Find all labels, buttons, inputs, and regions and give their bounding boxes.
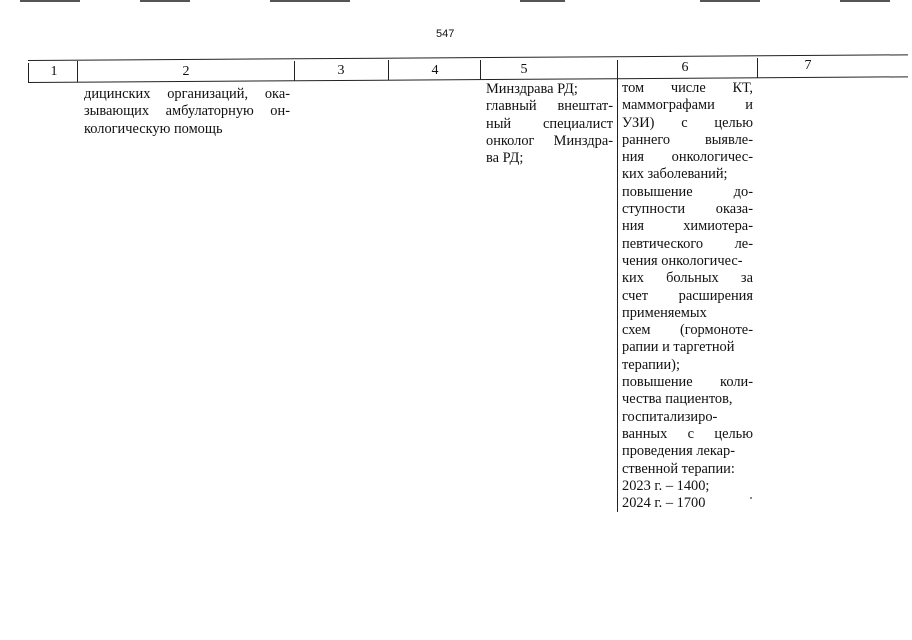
text-line: ких заболеваний; xyxy=(622,166,728,183)
column-divider xyxy=(294,61,295,81)
text-line: проведения лекар- xyxy=(622,443,736,460)
text-line: главный внештат- xyxy=(486,98,613,115)
column-number-6: 6 xyxy=(681,60,689,75)
text-line: схем (гормоноте- xyxy=(622,322,753,339)
text-line: счет расширения xyxy=(622,287,753,304)
text-line: онколог Минздра- xyxy=(486,132,613,149)
column-divider xyxy=(480,60,481,80)
column-number-3: 3 xyxy=(337,63,345,78)
text-line: ступности оказа- xyxy=(622,201,753,218)
text-line: певтического ле- xyxy=(622,235,753,252)
text-line: ванных с целью xyxy=(622,425,753,442)
text-line: раннего выявле- xyxy=(622,131,753,148)
text-line: повышение коли- xyxy=(622,374,753,391)
scan-speck xyxy=(750,497,752,499)
text-line: УЗИ) с целью xyxy=(622,114,753,131)
text-line: ный специалист xyxy=(486,115,613,132)
table-top-border xyxy=(28,54,908,61)
column-number-4: 4 xyxy=(431,63,439,78)
text-line: чества пациентов, xyxy=(622,391,733,408)
text-line: кологическую помощь xyxy=(84,120,223,137)
text-line: ственной терапии: xyxy=(622,460,735,477)
column-divider xyxy=(757,58,758,78)
text-line: применяемых xyxy=(622,304,707,321)
column-divider xyxy=(28,63,29,82)
text-line: ких больных за xyxy=(622,270,753,287)
column-number-5: 5 xyxy=(520,62,528,77)
text-line: ния онкологичес- xyxy=(622,149,753,166)
column-number-7: 7 xyxy=(804,58,812,73)
text-line: Минздрава РД; xyxy=(486,81,578,97)
column-2-text xyxy=(84,86,290,138)
column-number-1: 1 xyxy=(50,64,58,79)
text-line: 2024 г. – 1700 xyxy=(622,495,706,512)
column-divider xyxy=(388,60,389,80)
scan-edge-marks xyxy=(0,0,912,3)
text-line: повышение до- xyxy=(622,183,753,200)
column-divider xyxy=(77,61,78,82)
text-line: рапии и таргетной xyxy=(622,339,735,356)
text-line: госпитализиро- xyxy=(622,408,718,425)
text-line: маммографами и xyxy=(622,97,753,114)
page-number: 547 xyxy=(436,28,455,40)
text-line: терапии); xyxy=(622,356,680,373)
column-6-text xyxy=(622,80,753,512)
text-line: зывающих амбулаторную он- xyxy=(84,103,290,120)
text-line: дицинских организаций, ока- xyxy=(84,86,290,102)
text-line: чения онкологичес- xyxy=(622,252,743,269)
column-5-text xyxy=(486,81,613,167)
text-line: ния химиотера- xyxy=(622,218,753,235)
text-line: том числе КТ, xyxy=(622,80,753,96)
table-header-bottom-border xyxy=(28,76,908,83)
column-number-2: 2 xyxy=(182,64,190,79)
column-divider xyxy=(617,60,618,512)
text-line: ва РД; xyxy=(486,150,524,167)
text-line: 2023 г. – 1400; xyxy=(622,477,710,494)
